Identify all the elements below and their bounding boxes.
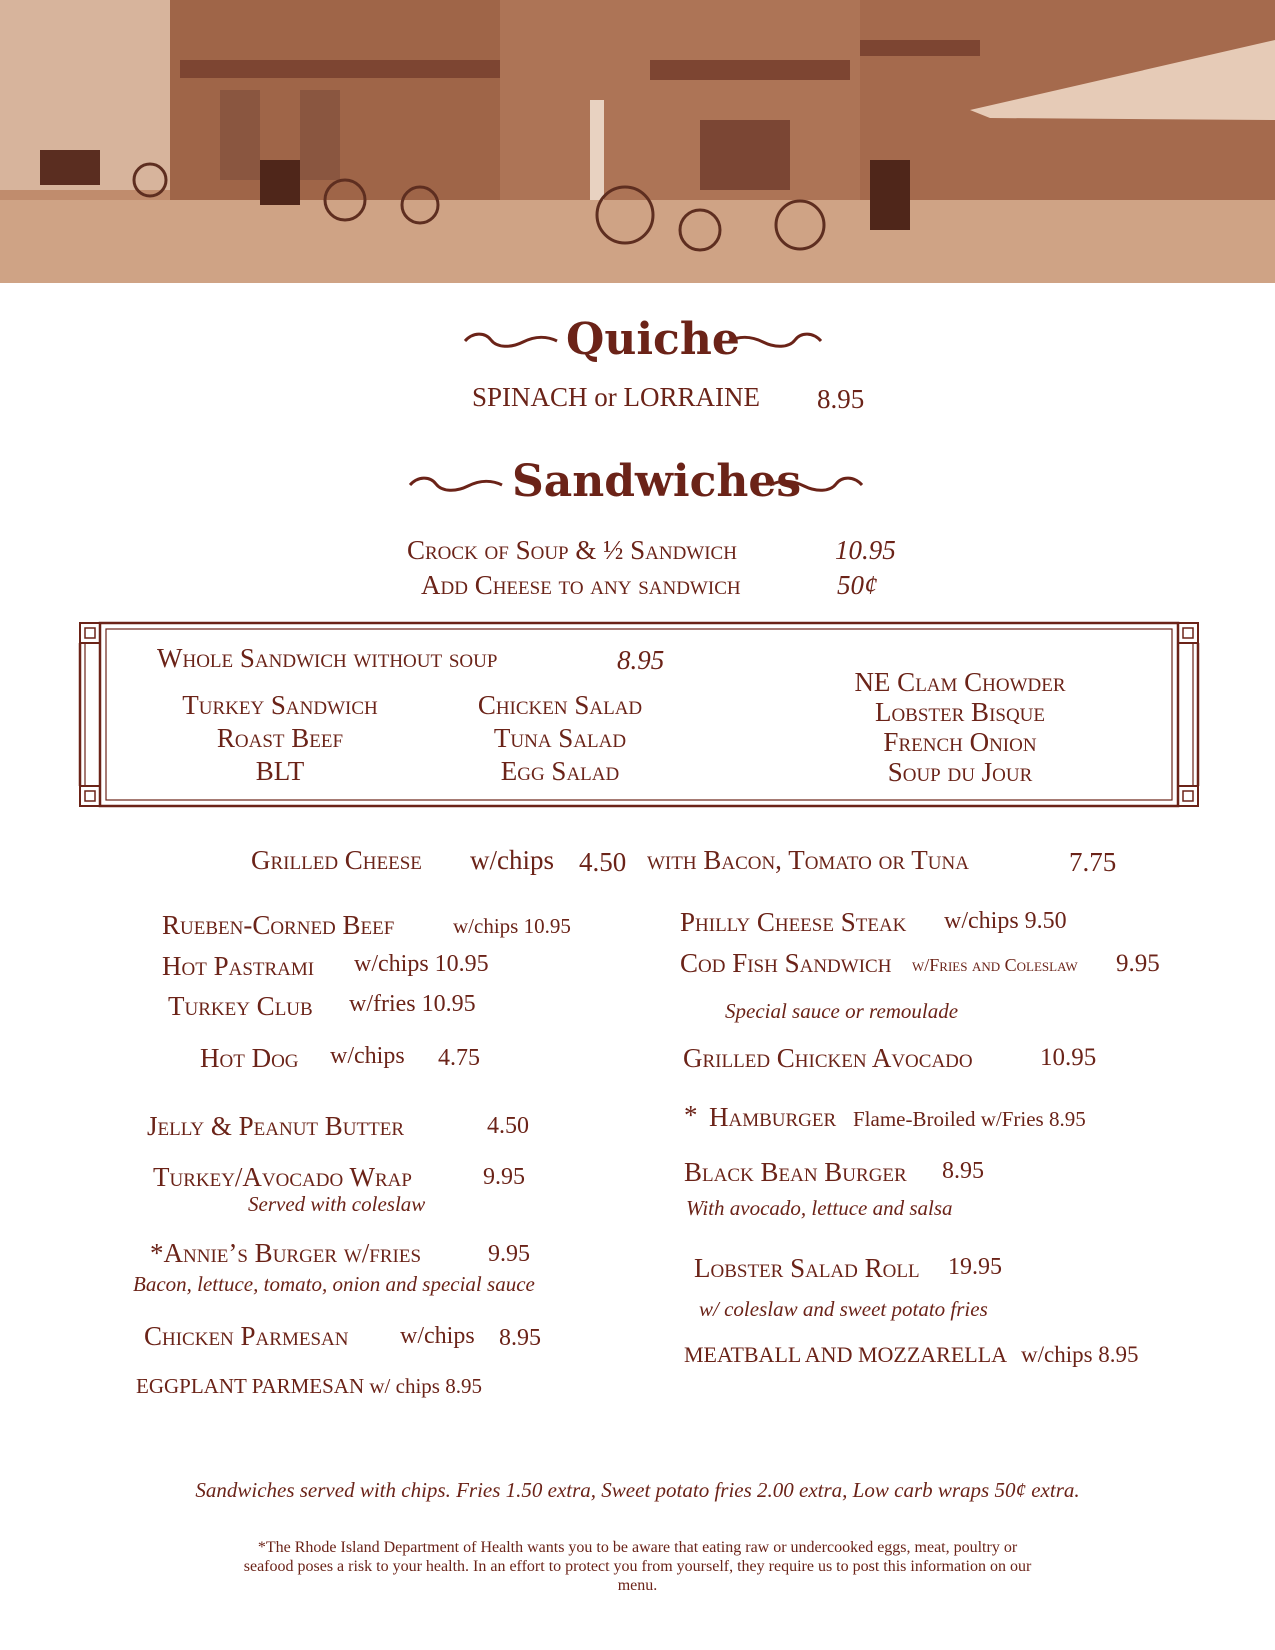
crock-label: Crock of Soup & ½ Sandwich <box>407 535 737 565</box>
cod-price: 9.95 <box>1116 950 1160 977</box>
grilled-cheese-price: 4.50 <box>579 847 627 877</box>
lobster-roll-note: w/ coleslaw and sweet potato fries <box>699 1297 988 1321</box>
meatball-name: MEATBALL AND MOZZARELLA <box>684 1342 1008 1367</box>
left-flourish-icon <box>408 474 504 496</box>
grilled-cheese-label: Grilled Cheese <box>251 845 422 875</box>
hamburger-name: Hamburger <box>709 1102 837 1132</box>
annie-burger-price: 9.95 <box>488 1241 530 1267</box>
list-item: Roast Beef <box>216 723 344 753</box>
quiche-price: 8.95 <box>817 384 865 414</box>
hot-dog-detail: w/chips <box>330 1043 405 1069</box>
rueben-name: Rueben-Corned Beef <box>162 910 395 940</box>
sandwiches-heading: Sandwiches <box>512 456 802 507</box>
list-item: BLT <box>255 756 305 786</box>
black-bean-name: Black Bean Burger <box>684 1157 907 1187</box>
soup-item: French Onion <box>883 727 1037 757</box>
crock-price: 10.95 <box>835 535 896 565</box>
cheese-label: Add Cheese to any sandwich <box>421 570 741 600</box>
grilled-chicken-price: 10.95 <box>1040 1044 1097 1071</box>
philly-detail: w/chips 9.50 <box>944 908 1067 934</box>
street-scene-image <box>0 0 1275 283</box>
sides-note: Sandwiches served with chips. Fries 1.50 extra, Sweet potato fries 2.00 extra, Low carb wraps 50¢ extra. <box>195 1478 1080 1502</box>
cod-note: Special sauce or remoulade <box>725 999 959 1023</box>
turkey-club-detail: w/fries 10.95 <box>349 991 476 1017</box>
health-disclaimer <box>0 1538 1275 1595</box>
pb-price: 4.50 <box>487 1113 529 1139</box>
philly-name: Philly Cheese Steak <box>680 907 907 937</box>
hot-dog-price: 4.75 <box>438 1045 480 1071</box>
lobster-roll-name: Lobster Salad Roll <box>694 1253 920 1283</box>
black-bean-note: With avocado, lettuce and salsa <box>686 1196 953 1220</box>
annie-burger-name: *Annie’s Burger w/fries <box>150 1238 422 1268</box>
left-flourish-icon <box>463 330 559 352</box>
list-item: Egg Salad <box>500 756 620 786</box>
black-bean-price: 8.95 <box>942 1158 984 1184</box>
disclaimer-line: menu. <box>617 1577 658 1594</box>
disclaimer-line: *The Rhode Island Department of Health wants you to be aware that eating raw or undercooked eggs, meat, poultry or <box>257 1539 1018 1556</box>
list-item: Chicken Salad <box>477 690 643 720</box>
hamburger-detail: Flame-Broiled w/Fries 8.95 <box>853 1107 1086 1131</box>
list-item: Tuna Salad <box>493 723 627 753</box>
lobster-roll-price: 19.95 <box>948 1254 1002 1280</box>
grilled-cheese-addon-price: 7.75 <box>1069 847 1117 877</box>
wrap-note: Served with coleslaw <box>248 1192 426 1216</box>
hot-dog-name: Hot Dog <box>200 1043 299 1073</box>
chicken-parm-name: Chicken Parmesan <box>144 1321 349 1351</box>
whole-sandwich-title: Whole Sandwich without soup <box>157 643 498 673</box>
soup-item: NE Clam Chowder <box>854 667 1066 697</box>
chicken-parm-detail: w/chips <box>400 1323 475 1349</box>
cheese-price: 50¢ <box>837 570 878 600</box>
quiche-options: SPINACH or LORRAINE <box>472 382 761 412</box>
hamburger-star: * <box>684 1100 698 1130</box>
soup-item: Lobster Bisque <box>874 697 1046 727</box>
wrap-name: Turkey/Avocado Wrap <box>153 1162 412 1192</box>
meatball-detail: w/chips 8.95 <box>1021 1342 1139 1367</box>
rueben-detail: w/chips 10.95 <box>453 914 571 938</box>
grilled-cheese-suffix: w/chips <box>470 845 554 875</box>
annie-burger-note: Bacon, lettuce, tomato, onion and special sauce <box>133 1272 535 1296</box>
grilled-chicken-name: Grilled Chicken Avocado <box>683 1043 973 1073</box>
whole-sandwich-price: 8.95 <box>617 645 665 675</box>
chicken-parm-price: 8.95 <box>499 1325 541 1351</box>
pastrami-name: Hot Pastrami <box>162 951 315 981</box>
eggplant-parm: EGGPLANT PARMESAN w/ chips 8.95 <box>136 1374 482 1398</box>
header-photo <box>0 0 1275 283</box>
disclaimer-line: seafood poses a risk to your health. In an effort to protect you from yourself, they require us to post this information on our <box>243 1558 1032 1575</box>
right-flourish-icon <box>727 330 823 352</box>
wrap-price: 9.95 <box>483 1164 525 1190</box>
soup-item: Soup du Jour <box>887 757 1033 787</box>
right-flourish-icon <box>768 474 864 496</box>
list-item: Turkey Sandwich <box>182 690 378 720</box>
cod-name: Cod Fish Sandwich <box>680 948 892 978</box>
quiche-heading: Quiche <box>566 314 740 365</box>
turkey-club-name: Turkey Club <box>168 991 313 1021</box>
cod-detail: w/Fries and Coleslaw <box>912 955 1078 975</box>
pastrami-detail: w/chips 10.95 <box>354 951 489 977</box>
pb-name: Jelly & Peanut Butter <box>147 1111 405 1141</box>
grilled-cheese-addon: with Bacon, Tomato or Tuna <box>647 845 969 875</box>
